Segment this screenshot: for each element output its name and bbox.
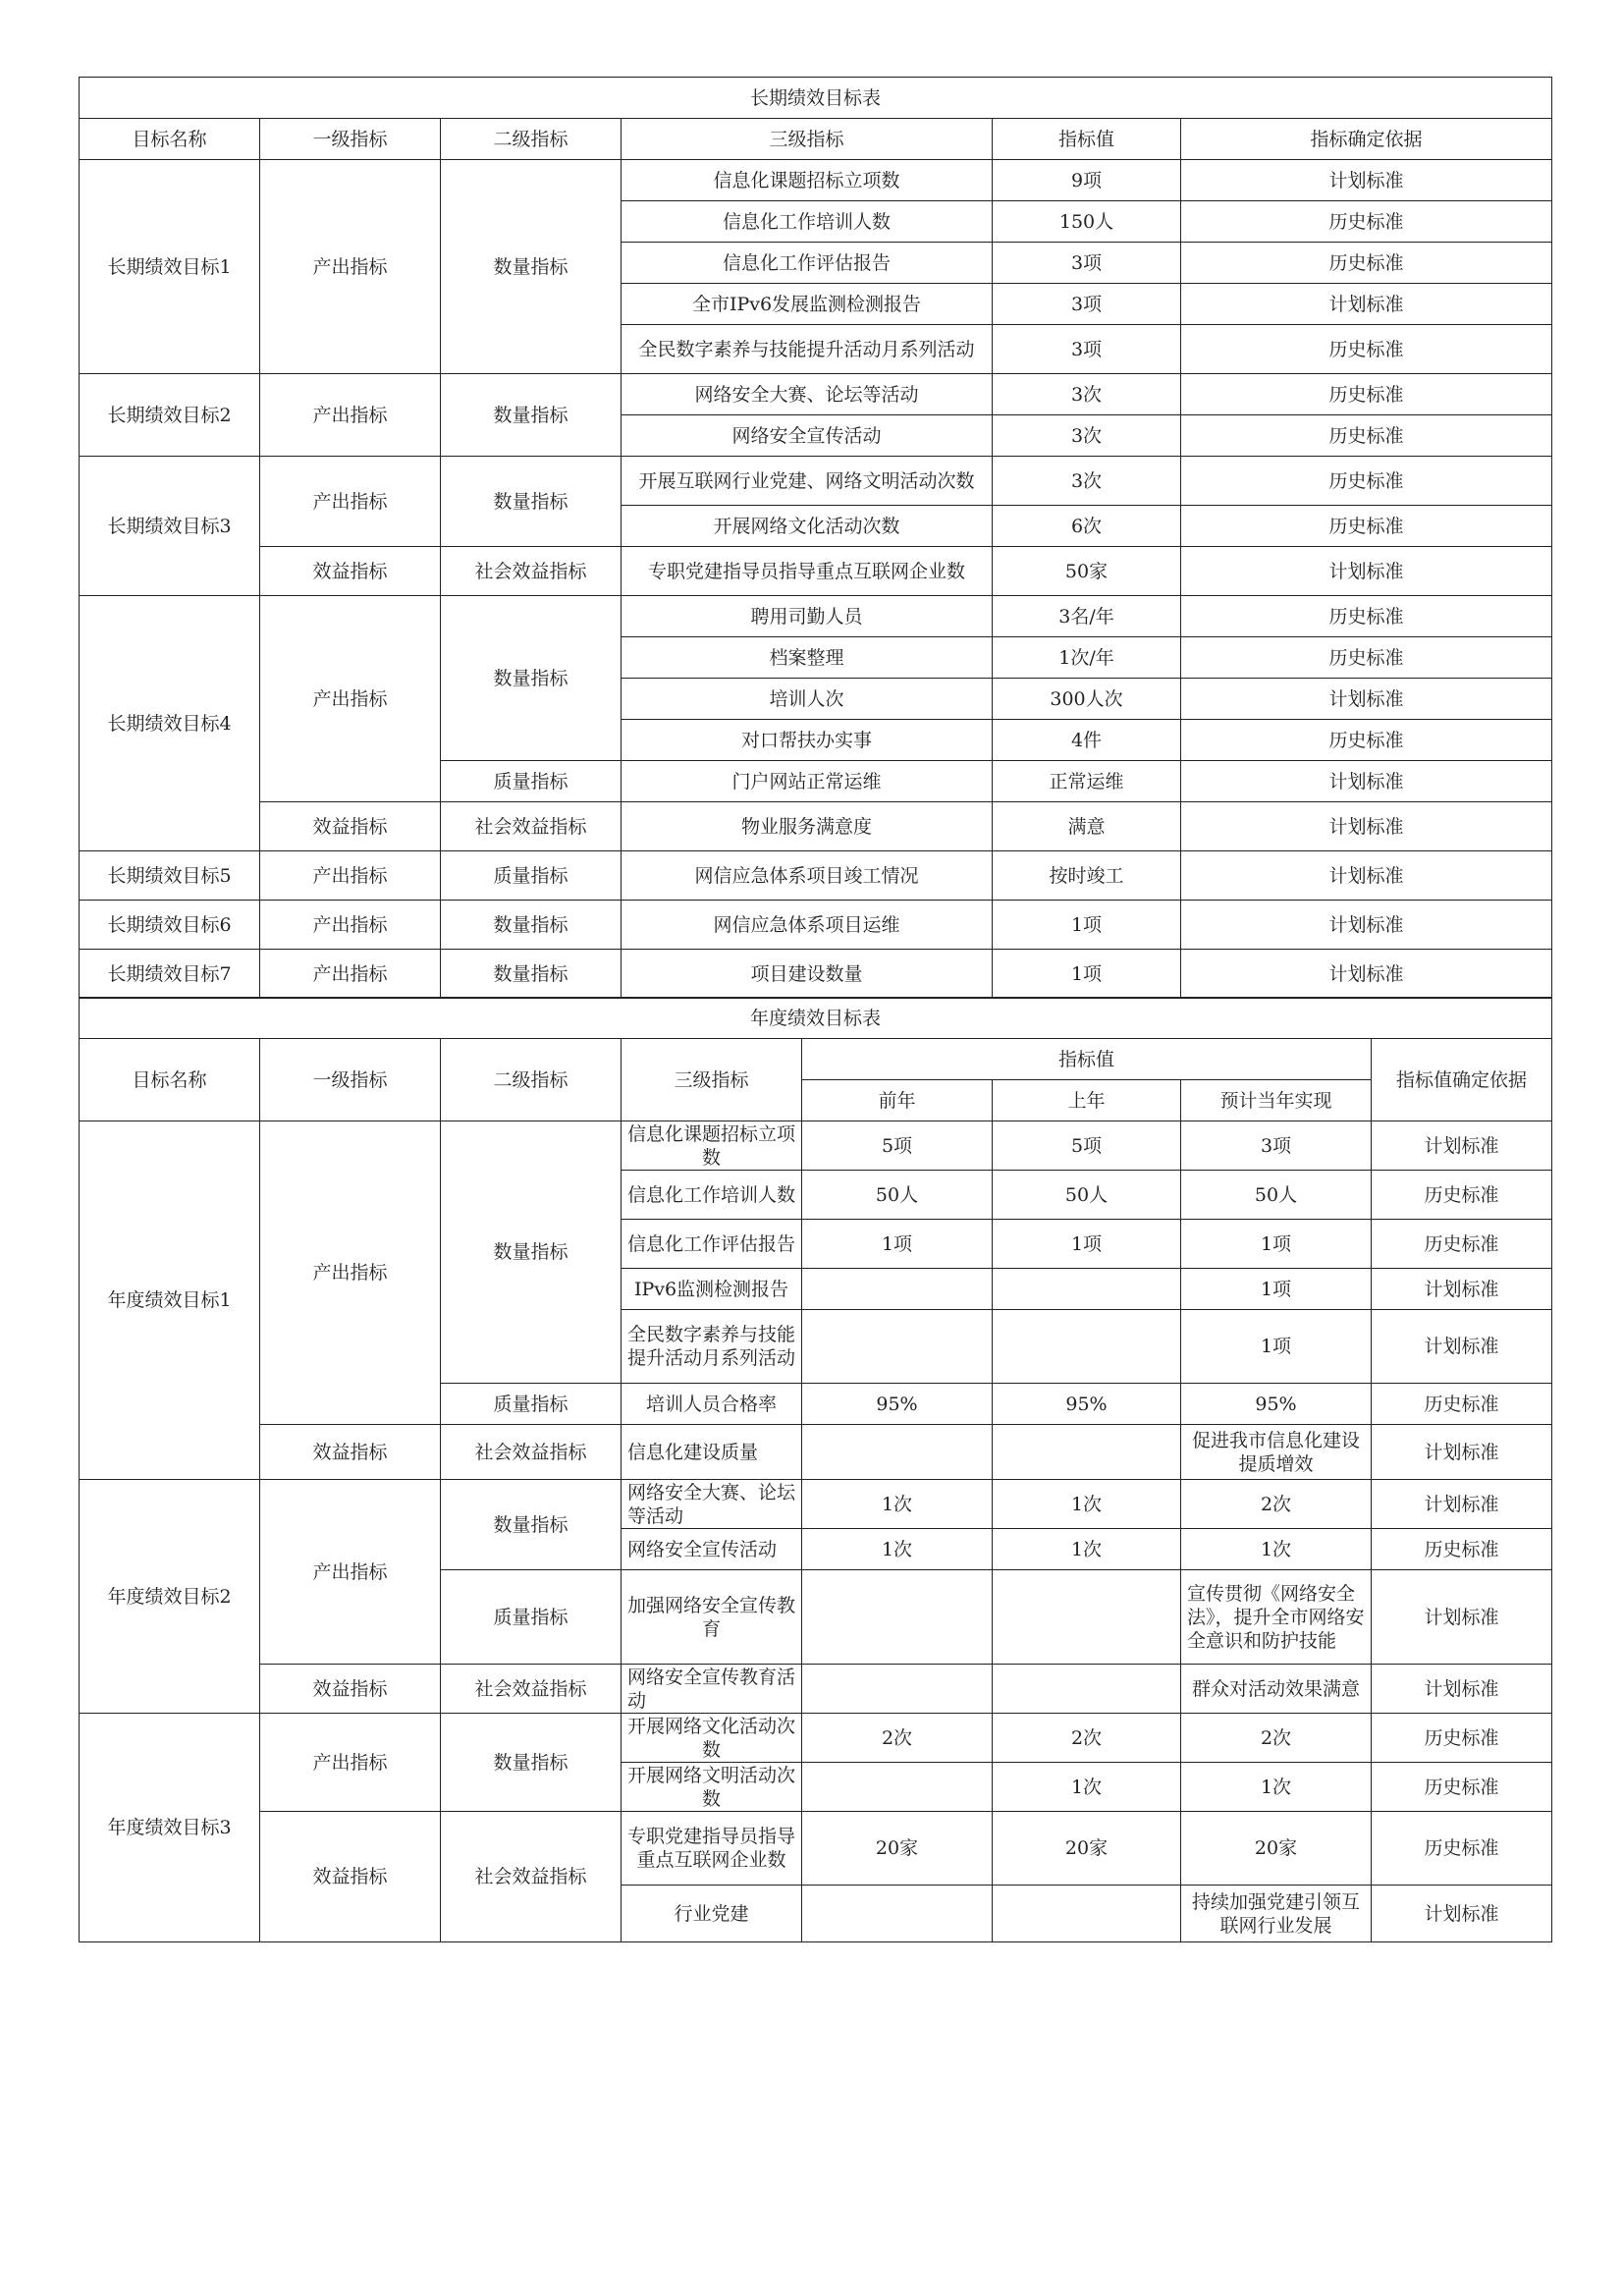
indicator-basis: 计划标准 (1181, 802, 1552, 851)
level3-indicator: 全民数字素养与技能提升活动月系列活动 (622, 325, 993, 374)
value-year-before-last: 1次 (802, 1529, 993, 1570)
level1-indicator: 效益指标 (260, 1812, 441, 1942)
indicator-basis: 历史标准 (1181, 637, 1552, 679)
level1-indicator: 产出指标 (260, 457, 441, 547)
indicator-basis: 计划标准 (1372, 1665, 1552, 1714)
level1-indicator: 产出指标 (260, 1121, 441, 1425)
value-expected: 3项 (1181, 1121, 1372, 1171)
level2-indicator: 质量指标 (441, 1570, 622, 1665)
level3-indicator: 信息化工作评估报告 (622, 243, 993, 284)
table-row (80, 851, 1552, 901)
level3-indicator: 开展网络文化活动次数 (622, 1714, 802, 1763)
indicator-basis: 计划标准 (1181, 761, 1552, 802)
indicator-value: 150人 (993, 201, 1181, 243)
value-expected: 20家 (1181, 1812, 1372, 1886)
goal-name: 长期绩效目标1 (80, 160, 260, 374)
level3-indicator: 加强网络安全宣传教育 (622, 1570, 802, 1665)
value-last-year (993, 1570, 1181, 1665)
table-row (80, 1714, 1552, 1763)
header-level1: 一级指标 (260, 1039, 441, 1121)
indicator-value: 3次 (993, 374, 1181, 415)
value-expected: 1项 (1181, 1220, 1372, 1269)
indicator-value: 按时竣工 (993, 851, 1181, 901)
level3-indicator: IPv6监测检测报告 (622, 1269, 802, 1310)
indicator-value: 3名/年 (993, 596, 1181, 637)
value-year-before-last: 1项 (802, 1220, 993, 1269)
indicator-basis: 历史标准 (1181, 506, 1552, 547)
header-level3: 三级指标 (622, 1039, 802, 1121)
header-level1: 一级指标 (260, 119, 441, 160)
level3-indicator: 专职党建指导员指导重点互联网企业数 (622, 1812, 802, 1886)
table-row (80, 1812, 1552, 1886)
value-year-before-last: 20家 (802, 1812, 993, 1886)
level1-indicator: 产出指标 (260, 851, 441, 901)
value-year-before-last: 95% (802, 1384, 993, 1425)
indicator-basis: 历史标准 (1181, 596, 1552, 637)
indicator-basis: 历史标准 (1181, 243, 1552, 284)
value-expected: 2次 (1181, 1480, 1372, 1529)
header-goal-name: 目标名称 (80, 119, 260, 160)
level1-indicator: 产出指标 (260, 596, 441, 802)
table-row (80, 596, 1552, 637)
header-level2: 二级指标 (441, 1039, 622, 1121)
level3-indicator: 门户网站正常运维 (622, 761, 993, 802)
value-year-before-last (802, 1665, 993, 1714)
level3-indicator: 网络安全宣传活动 (622, 415, 993, 457)
table-row (80, 901, 1552, 950)
table-row (80, 1665, 1552, 1714)
value-last-year: 1次 (993, 1763, 1181, 1812)
value-last-year (993, 1665, 1181, 1714)
value-year-before-last: 2次 (802, 1714, 993, 1763)
value-expected: 2次 (1181, 1714, 1372, 1763)
level3-indicator: 网络安全宣传教育活动 (622, 1665, 802, 1714)
indicator-value: 1次/年 (993, 637, 1181, 679)
level2-indicator: 数量指标 (441, 1714, 622, 1812)
table-row (80, 547, 1552, 596)
goal-name: 长期绩效目标5 (80, 851, 260, 901)
level3-indicator: 网络安全宣传活动 (622, 1529, 802, 1570)
indicator-value: 3项 (993, 325, 1181, 374)
level1-indicator: 效益指标 (260, 1425, 441, 1480)
indicator-value: 300人次 (993, 679, 1181, 720)
level3-indicator: 物业服务满意度 (622, 802, 993, 851)
indicator-value: 1项 (993, 950, 1181, 999)
level3-indicator: 行业党建 (622, 1886, 802, 1942)
indicator-basis: 历史标准 (1372, 1812, 1552, 1886)
table-row (80, 457, 1552, 506)
header-value: 指标值 (993, 119, 1181, 160)
indicator-basis: 历史标准 (1372, 1171, 1552, 1220)
value-year-before-last (802, 1570, 993, 1665)
level3-indicator: 开展网络文化活动次数 (622, 506, 993, 547)
value-year-before-last (802, 1763, 993, 1812)
indicator-basis: 历史标准 (1181, 720, 1552, 761)
header-value: 指标值 (802, 1039, 1372, 1080)
header-expected-this-year: 预计当年实现 (1181, 1080, 1372, 1121)
long-term-performance-table (79, 77, 1552, 999)
indicator-basis: 计划标准 (1372, 1480, 1552, 1529)
annual-header-row (80, 1039, 1552, 1080)
indicator-basis: 计划标准 (1181, 679, 1552, 720)
indicator-basis: 历史标准 (1372, 1714, 1552, 1763)
level2-indicator: 数量指标 (441, 1121, 622, 1384)
indicator-value: 4件 (993, 720, 1181, 761)
level1-indicator: 效益指标 (260, 547, 441, 596)
level3-indicator: 全民数字素养与技能提升活动月系列活动 (622, 1310, 802, 1384)
value-year-before-last: 5项 (802, 1121, 993, 1171)
indicator-basis: 计划标准 (1372, 1310, 1552, 1384)
level3-indicator: 对口帮扶办实事 (622, 720, 993, 761)
level3-indicator: 档案整理 (622, 637, 993, 679)
indicator-value: 1项 (993, 901, 1181, 950)
table-row (80, 1480, 1552, 1529)
level3-indicator: 网信应急体系项目运维 (622, 901, 993, 950)
indicator-value: 3次 (993, 457, 1181, 506)
level2-indicator: 数量指标 (441, 596, 622, 761)
value-year-before-last (802, 1310, 993, 1384)
value-year-before-last: 50人 (802, 1171, 993, 1220)
goal-name: 长期绩效目标7 (80, 950, 260, 999)
header-level3: 三级指标 (622, 119, 993, 160)
value-expected: 1次 (1181, 1529, 1372, 1570)
level3-indicator: 网络安全大赛、论坛等活动 (622, 1480, 802, 1529)
level3-indicator: 信息化建设质量 (622, 1425, 802, 1480)
table-row (80, 802, 1552, 851)
value-year-before-last (802, 1269, 993, 1310)
level3-indicator: 信息化工作评估报告 (622, 1220, 802, 1269)
level2-indicator: 数量指标 (441, 374, 622, 457)
value-last-year: 1项 (993, 1220, 1181, 1269)
value-last-year: 1次 (993, 1529, 1181, 1570)
level1-indicator: 产出指标 (260, 950, 441, 999)
goal-name: 年度绩效目标1 (80, 1121, 260, 1480)
level2-indicator: 质量指标 (441, 1384, 622, 1425)
annual-table-title: 年度绩效目标表 (80, 998, 1552, 1039)
indicator-value: 3项 (993, 284, 1181, 325)
indicator-basis: 计划标准 (1181, 284, 1552, 325)
table-row (80, 1121, 1552, 1171)
indicator-basis: 历史标准 (1181, 457, 1552, 506)
value-expected: 95% (1181, 1384, 1372, 1425)
indicator-basis: 计划标准 (1372, 1269, 1552, 1310)
level3-indicator: 信息化课题招标立项数 (622, 1121, 802, 1171)
goal-name: 长期绩效目标3 (80, 457, 260, 596)
indicator-basis: 历史标准 (1181, 325, 1552, 374)
level2-indicator: 社会效益指标 (441, 802, 622, 851)
level1-indicator: 产出指标 (260, 160, 441, 374)
indicator-basis: 计划标准 (1372, 1425, 1552, 1480)
level2-indicator: 数量指标 (441, 1480, 622, 1570)
level3-indicator: 聘用司勤人员 (622, 596, 993, 637)
value-last-year (993, 1886, 1181, 1942)
level1-indicator: 产出指标 (260, 374, 441, 457)
table-row (80, 160, 1552, 201)
level2-indicator: 质量指标 (441, 761, 622, 802)
indicator-basis: 计划标准 (1181, 160, 1552, 201)
long-term-table-title: 长期绩效目标表 (80, 78, 1552, 119)
level2-indicator: 社会效益指标 (441, 1665, 622, 1714)
value-last-year: 95% (993, 1384, 1181, 1425)
value-expected: 1次 (1181, 1763, 1372, 1812)
indicator-basis: 历史标准 (1372, 1763, 1552, 1812)
value-last-year: 20家 (993, 1812, 1181, 1886)
level1-indicator: 产出指标 (260, 901, 441, 950)
long-term-header-row (80, 119, 1552, 160)
level3-indicator: 信息化工作培训人数 (622, 201, 993, 243)
value-expected: 促进我市信息化建设提质增效 (1181, 1425, 1372, 1480)
value-last-year (993, 1269, 1181, 1310)
level2-indicator: 数量指标 (441, 457, 622, 547)
indicator-value: 6次 (993, 506, 1181, 547)
goal-name: 年度绩效目标2 (80, 1480, 260, 1714)
indicator-value: 9项 (993, 160, 1181, 201)
level1-indicator: 产出指标 (260, 1714, 441, 1812)
annual-performance-table (79, 997, 1552, 1942)
value-expected: 群众对活动效果满意 (1181, 1665, 1372, 1714)
indicator-basis: 计划标准 (1181, 547, 1552, 596)
value-last-year: 2次 (993, 1714, 1181, 1763)
table-row (80, 1425, 1552, 1480)
level1-indicator: 效益指标 (260, 1665, 441, 1714)
indicator-basis: 历史标准 (1372, 1529, 1552, 1570)
value-expected: 持续加强党建引领互联网行业发展 (1181, 1886, 1372, 1942)
value-expected: 1项 (1181, 1310, 1372, 1384)
indicator-basis: 历史标准 (1372, 1220, 1552, 1269)
level3-indicator: 专职党建指导员指导重点互联网企业数 (622, 547, 993, 596)
goal-name: 长期绩效目标4 (80, 596, 260, 851)
indicator-value: 50家 (993, 547, 1181, 596)
value-expected: 1项 (1181, 1269, 1372, 1310)
indicator-value: 正常运维 (993, 761, 1181, 802)
indicator-basis: 历史标准 (1181, 374, 1552, 415)
value-expected: 50人 (1181, 1171, 1372, 1220)
level3-indicator: 项目建设数量 (622, 950, 993, 999)
indicator-basis: 计划标准 (1372, 1886, 1552, 1942)
value-last-year (993, 1310, 1181, 1384)
value-expected: 宣传贯彻《网络安全法》，提升全市网络安全意识和防护技能 (1181, 1570, 1372, 1665)
indicator-basis: 计划标准 (1181, 950, 1552, 999)
indicator-basis: 历史标准 (1181, 415, 1552, 457)
goal-name: 长期绩效目标6 (80, 901, 260, 950)
level3-indicator: 全市IPv6发展监测检测报告 (622, 284, 993, 325)
indicator-value: 满意 (993, 802, 1181, 851)
level2-indicator: 质量指标 (441, 851, 622, 901)
level1-indicator: 产出指标 (260, 1480, 441, 1665)
header-year-before-last: 前年 (802, 1080, 993, 1121)
value-last-year: 1次 (993, 1480, 1181, 1529)
level2-indicator: 社会效益指标 (441, 1425, 622, 1480)
indicator-basis: 历史标准 (1372, 1384, 1552, 1425)
value-last-year: 50人 (993, 1171, 1181, 1220)
level2-indicator: 社会效益指标 (441, 1812, 622, 1942)
level3-indicator: 开展网络文明活动次数 (622, 1763, 802, 1812)
value-last-year (993, 1425, 1181, 1480)
level3-indicator: 网络安全大赛、论坛等活动 (622, 374, 993, 415)
value-year-before-last (802, 1425, 993, 1480)
header-basis: 指标值确定依据 (1372, 1039, 1552, 1121)
table-row (80, 374, 1552, 415)
header-last-year: 上年 (993, 1080, 1181, 1121)
value-year-before-last: 1次 (802, 1480, 993, 1529)
indicator-value: 3次 (993, 415, 1181, 457)
level3-indicator: 信息化工作培训人数 (622, 1171, 802, 1220)
level3-indicator: 网信应急体系项目竣工情况 (622, 851, 993, 901)
indicator-basis: 计划标准 (1181, 901, 1552, 950)
header-level2: 二级指标 (441, 119, 622, 160)
header-goal-name: 目标名称 (80, 1039, 260, 1121)
level2-indicator: 社会效益指标 (441, 547, 622, 596)
indicator-value: 3项 (993, 243, 1181, 284)
level2-indicator: 数量指标 (441, 160, 622, 374)
header-basis: 指标确定依据 (1181, 119, 1552, 160)
value-last-year: 5项 (993, 1121, 1181, 1171)
level3-indicator: 开展互联网行业党建、网络文明活动次数 (622, 457, 993, 506)
goal-name: 长期绩效目标2 (80, 374, 260, 457)
level3-indicator: 信息化课题招标立项数 (622, 160, 993, 201)
indicator-basis: 计划标准 (1372, 1570, 1552, 1665)
table-row (80, 950, 1552, 999)
indicator-basis: 历史标准 (1181, 201, 1552, 243)
goal-name: 年度绩效目标3 (80, 1714, 260, 1942)
level3-indicator: 培训人员合格率 (622, 1384, 802, 1425)
indicator-basis: 计划标准 (1181, 851, 1552, 901)
level1-indicator: 效益指标 (260, 802, 441, 851)
level2-indicator: 数量指标 (441, 950, 622, 999)
level3-indicator: 培训人次 (622, 679, 993, 720)
indicator-basis: 计划标准 (1372, 1121, 1552, 1171)
level2-indicator: 数量指标 (441, 901, 622, 950)
value-year-before-last (802, 1886, 993, 1942)
